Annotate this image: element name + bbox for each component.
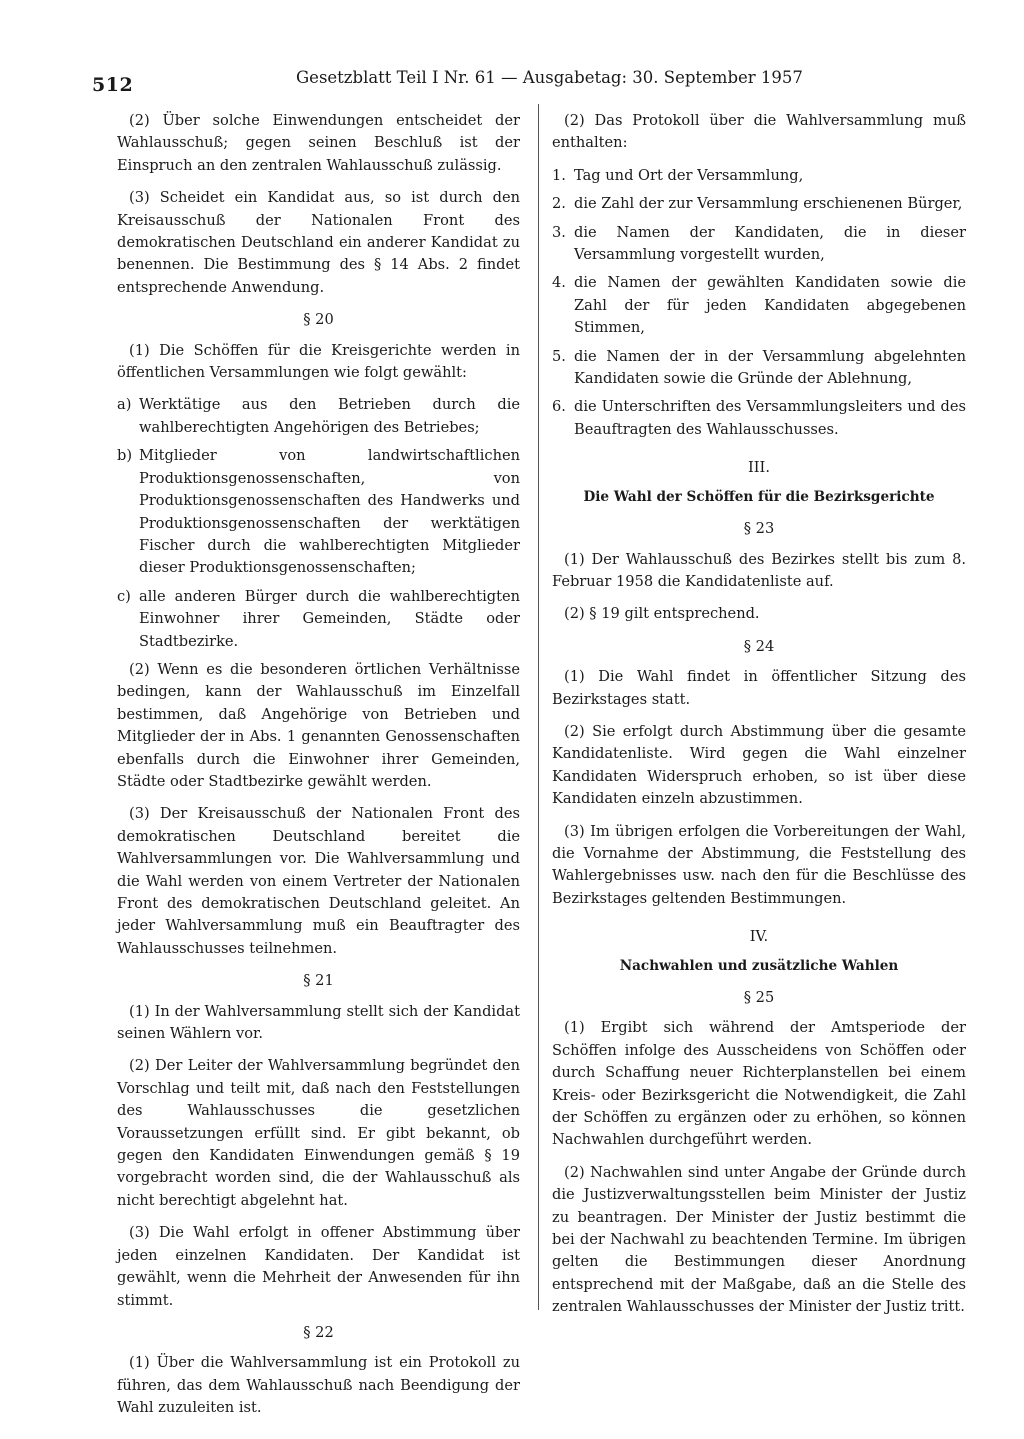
list-label: b) (117, 447, 133, 465)
list-text: die Namen der Kandidaten, die in dieser Versammlung vorgestellt wurden, (574, 223, 966, 264)
paragraph: (3) Scheidet ein Kandidat aus, so ist durch den Kreisausschuß der Nationalen Front des demokratischen Deutschland ein anderer Kandidat zu benennen. Die Bestimmung des § 14 Abs. 2 findet entsprechende Anwendung. (117, 189, 520, 296)
list-item (552, 222, 966, 267)
part-number-iii: III. (748, 459, 770, 477)
list-item (117, 394, 520, 439)
list-text: Mitglieder von landwirtschaftlichen Produktionsgenossenschaften, von Produktionsgenossenschaften des Handwerks und Produktionsgenossenschaften der werktätigen Fischer durch die wahlberechtigten Mitglieder dieser Produktionsgenossenschaften; (139, 447, 520, 577)
list-label: 4. (552, 274, 566, 292)
list-label: c) (117, 587, 131, 605)
list-text: Werktätige aus den Betrieben durch die wahlberechtigten Angehörigen des Betriebes; (139, 396, 520, 436)
list-label: 6. (552, 398, 566, 416)
list-item (552, 396, 966, 441)
running-head: Gesetzblatt Teil I Nr. 61 — Ausgabetag: 30. September 1957 (296, 68, 803, 87)
section-heading-24: § 24 (743, 637, 775, 655)
list-item (552, 272, 966, 339)
paragraph: (1) In der Wahlversammlung stellt sich der Kandidat seinen Wählern vor. (117, 1002, 520, 1043)
paragraph: (2) Sie erfolgt durch Abstimmung über die gesamte Kandidatenliste. Wird gegen die Wahl einzelner Kandidaten Widerspruch erhoben, so ist über diese Kandidaten einzeln abzustimmen. (552, 722, 966, 808)
list-item (117, 445, 520, 579)
list-label: 3. (552, 223, 566, 241)
section-heading-20: § 20 (303, 311, 334, 329)
list-text: alle anderen Bürger durch die wahlberechtigten Einwohner ihrer Gemeinden, Städte oder Stadtbezirke. (139, 587, 520, 650)
paragraph: (3) Der Kreisausschuß der Nationalen Front des demokratischen Deutschland bereitet die Wahlversammlungen vor. Die Wahlversammlung und die Wahl werden von einem Vertreter der Nationalen Front des demokratischen Deutschland geleitet. An jeder Wahlversammlung muß ein Beauftragter des Wahlausschusses teilnehmen. (117, 805, 520, 957)
paragraph: (2) Nachwahlen sind unter Angabe der Gründe durch die Justizverwaltungsstellen beim Minister der Justiz zu beantragen. Der Minister der Justiz bestimmt die bei der Nachwahl zu beachtenden Termine. Im übrigen gelten die Bestimmungen dieser Anordnung entsprechend mit der Maßgabe, daß an die Stelle des zentralen Wahlausschusses der Minister der Justiz tritt. (552, 1163, 966, 1316)
list-label: 1. (552, 166, 566, 184)
paragraph: (1) Der Wahlausschuß des Bezirkes stellt bis zum 8. Februar 1958 die Kandidatenliste auf. (552, 550, 966, 590)
section-heading-25: § 25 (743, 989, 775, 1006)
part-title-iv: Nachwahlen und zusätzliche Wahlen (619, 957, 899, 974)
list-text: Tag und Ort der Versammlung, (574, 166, 804, 184)
part-title-iii: Die Wahl der Schöffen für die Bezirksgerichte (583, 488, 935, 505)
list-item (552, 193, 966, 215)
paragraph: (1) Die Schöffen für die Kreisgerichte werden in öffentlichen Versammlungen wie folgt gewählt: (117, 341, 520, 382)
part-number-iv: IV. (749, 928, 769, 946)
paragraph: (1) Über die Wahlversammlung ist ein Protokoll zu führen, das dem Wahlausschuß nach Beendigung der Wahl zuzuleiten ist. (117, 1354, 520, 1417)
section-heading-21: § 21 (303, 972, 334, 990)
list-text: die Namen der gewählten Kandidaten sowie die Zahl der für jeden Kandidaten abgegebenen Stimmen, (574, 274, 966, 337)
list-text: die Unterschriften des Versammlungsleiters und des Beauftragten des Wahlausschusses. (574, 398, 966, 438)
paragraph: (1) Ergibt sich während der Amtsperiode der Schöffen infolge des Ausscheidens von Schöffen oder durch Schaffung neuer Richterplanstellen bei einem Kreis- oder Bezirksgericht die Notwendigkeit, die Zahl der Schöffen zu ergänzen oder zu erhöhen, so können Nachwahlen durchgeführt werden. (552, 1019, 966, 1149)
section-heading-23: § 23 (743, 520, 775, 538)
page-header (92, 66, 803, 96)
list-item (552, 346, 966, 391)
list-label: 5. (552, 347, 566, 365)
section-heading-22: § 22 (303, 1323, 334, 1341)
paragraph: (2) § 19 gilt entsprechend. (564, 605, 760, 623)
list-text: die Namen der in der Versammlung abgelehnten Kandidaten sowie die Gründe der Ablehnung, (574, 347, 966, 388)
paragraph: (3) Die Wahl erfolgt in offener Abstimmung über jeden einzelnen Kandidaten. Der Kandidat ist gewählt, wenn die Mehrheit der Anwesenden für ihn stimmt. (117, 1224, 520, 1309)
paragraph: (1) Die Wahl findet in öffentlicher Sitzung des Bezirkstages statt. (552, 668, 966, 708)
list-text: die Zahl der zur Versammlung erschienenen Bürger, (574, 195, 963, 213)
paragraph: (2) Wenn es die besonderen örtlichen Verhältnisse bedingen, kann der Wahlausschuß im Einzelfall bestimmen, daß Angehörige von Betrieben und Mitglieder der in Abs. 1 genannten Genossenschaften ebenfalls durch die Einwohner ihrer Gemeinden, Städte oder Stadtbezirke gewählt werden. (117, 660, 520, 790)
paragraph: (2) Der Leiter der Wahlversammlung begründet den Vorschlag und teilt mit, daß nach den Feststellungen des Wahlausschusses die gesetzlichen Voraussetzungen erfüllt sind. Er gibt bekannt, ob gegen den Kandidaten Einwendungen gemäß § 19 vorgebracht worden sind, die der Wahlausschuß als nicht berechtigt abgelehnt hat. (117, 1057, 520, 1209)
paragraph: (3) Im übrigen erfolgen die Vorbereitungen der Wahl, die Vornahme der Abstimmung, die Feststellung des Wahlergebnisses usw. nach den für die Beschlüsse des Bezirkstages geltenden Bestimmungen. (552, 822, 966, 907)
list-label: a) (117, 396, 132, 414)
list-item (117, 586, 520, 653)
column-divider (538, 104, 539, 1310)
paragraph: (2) Über solche Einwendungen entscheidet der Wahlausschuß; gegen seinen Beschluß ist der Einspruch an den zentralen Wahlausschuß zulässig. (117, 112, 520, 174)
list-item (552, 165, 966, 187)
right-column (552, 110, 966, 1329)
page-number: 512 (92, 74, 134, 96)
list-label: 2. (552, 195, 566, 213)
left-column (117, 110, 520, 1430)
paragraph: (2) Das Protokoll über die Wahlversammlung muß enthalten: (552, 112, 966, 152)
